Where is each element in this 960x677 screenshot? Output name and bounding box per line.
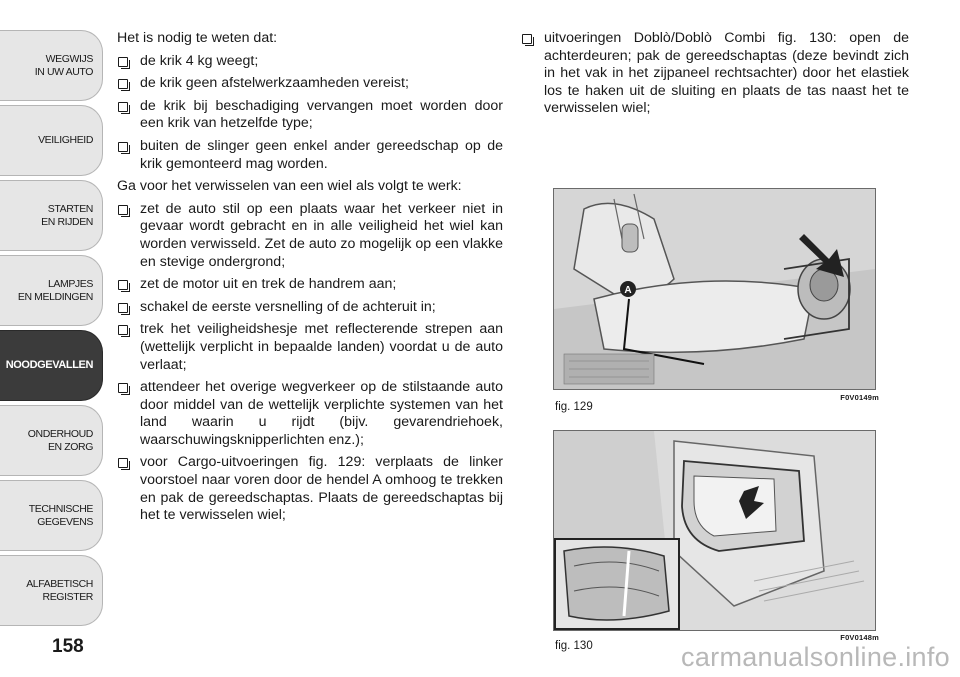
checkbox-bullet-icon <box>118 280 128 290</box>
figure-label: fig. 129 <box>555 401 593 413</box>
checkbox-bullet-icon <box>118 325 128 335</box>
intro-text: Het is nodig te weten dat: <box>117 30 278 46</box>
tab-technische[interactable]: TECHNISCHE GEGEVENS <box>0 480 103 551</box>
procedure-intro: Ga voor het verwisselen van een wiel als volgt te werk: <box>117 178 462 195</box>
figure-label: fig. 130 <box>555 640 593 652</box>
checkbox-bullet-icon <box>118 57 128 67</box>
checkbox-bullet-icon <box>118 458 128 468</box>
list-item: de krik 4 kg weegt; <box>117 53 503 71</box>
tab-noodgevallen[interactable]: NOODGEVALLEN <box>0 330 103 401</box>
steps-list-continued <box>521 30 909 118</box>
seat-jack-bag-illustration-icon <box>553 188 876 390</box>
checkbox-bullet-icon <box>118 79 128 89</box>
list-item: voor Cargo-uitvoeringen fig. 129: verplaats de linker voorstoel naar voren door de hendel A omhoog te trekken en pak de gereedschaptas. Plaats de gereedschaptas bij het te verwisselen wiel; <box>117 454 503 524</box>
watermark: carmanualsonline.info <box>681 642 950 672</box>
list-item: trek het veiligheidshesje met reflecterende strepen aan (wettelijk verplicht in bepaalde landen) voordat u de auto verlaat; <box>117 321 503 374</box>
figure-130 <box>553 430 879 652</box>
list-item: de krik geen afstelwerkzaamheden vereist; <box>117 75 503 93</box>
tab-onderhoud[interactable]: ONDERHOUD EN ZORG <box>0 405 103 476</box>
tab-starten[interactable]: STARTEN EN RIJDEN <box>0 180 103 251</box>
left-column <box>117 30 503 530</box>
side-panel-tool-bag-illustration-icon <box>553 430 876 631</box>
checkbox-bullet-icon <box>118 102 128 112</box>
list-item: zet de motor uit en trek de handrem aan; <box>117 276 503 294</box>
figure-129 <box>553 188 879 420</box>
figure-code: F0V0149m <box>840 393 879 402</box>
checkbox-bullet-icon <box>522 34 532 44</box>
list-item: uitvoeringen Doblò/Doblò Combi fig. 130: open de achterdeuren; pak de gereedschaptas (deze bevindt zich in het vak in het zijpaneel rechtsachter) door het elastiek los te haken uit de sluiting en plaats de tas naast het te verwisselen wiel; <box>521 30 909 118</box>
tab-lampjes[interactable]: LAMPJES EN MELDINGEN <box>0 255 103 326</box>
right-column <box>521 30 909 123</box>
page-number: 158 <box>52 636 84 657</box>
tab-alfabetisch[interactable]: ALFABETISCH REGISTER <box>0 555 103 626</box>
steps-list <box>117 201 503 525</box>
list-item: zet de auto stil op een plaats waar het verkeer niet in gevaar wordt gebracht en in alle veiligheid het wiel kan worden verwisseld. Zet de auto zo mogelijk op een vlakke en stevige ondergrond; <box>117 201 503 271</box>
list-item: buiten de slinger geen enkel ander gereedschap op de krik gemonteerd mag worden. <box>117 138 503 173</box>
tab-veiligheid[interactable]: VEILIGHEID <box>0 105 103 176</box>
callout-a: A <box>624 285 632 296</box>
figure-code: F0V0148m <box>840 633 879 642</box>
list-item: attendeer het overige wegverkeer op de stilstaande auto door middel van de wettelijk verplichte systemen van het land waarin u rijdt (bijv. gevarendriehoek, waarschuwingsknipperlichten enz.); <box>117 379 503 449</box>
list-item: de krik bij beschadiging vervangen moet worden door een krik van hetzelfde type; <box>117 98 503 133</box>
checkbox-bullet-icon <box>118 383 128 393</box>
checkbox-bullet-icon <box>118 205 128 215</box>
checkbox-bullet-icon <box>118 142 128 152</box>
list-item: schakel de eerste versnelling of de achteruit in; <box>117 299 503 317</box>
tab-wegwijs[interactable]: WEGWIJS IN UW AUTO <box>0 30 103 101</box>
chapter-tabs <box>0 30 103 630</box>
facts-list <box>117 53 503 174</box>
checkbox-bullet-icon <box>118 303 128 313</box>
